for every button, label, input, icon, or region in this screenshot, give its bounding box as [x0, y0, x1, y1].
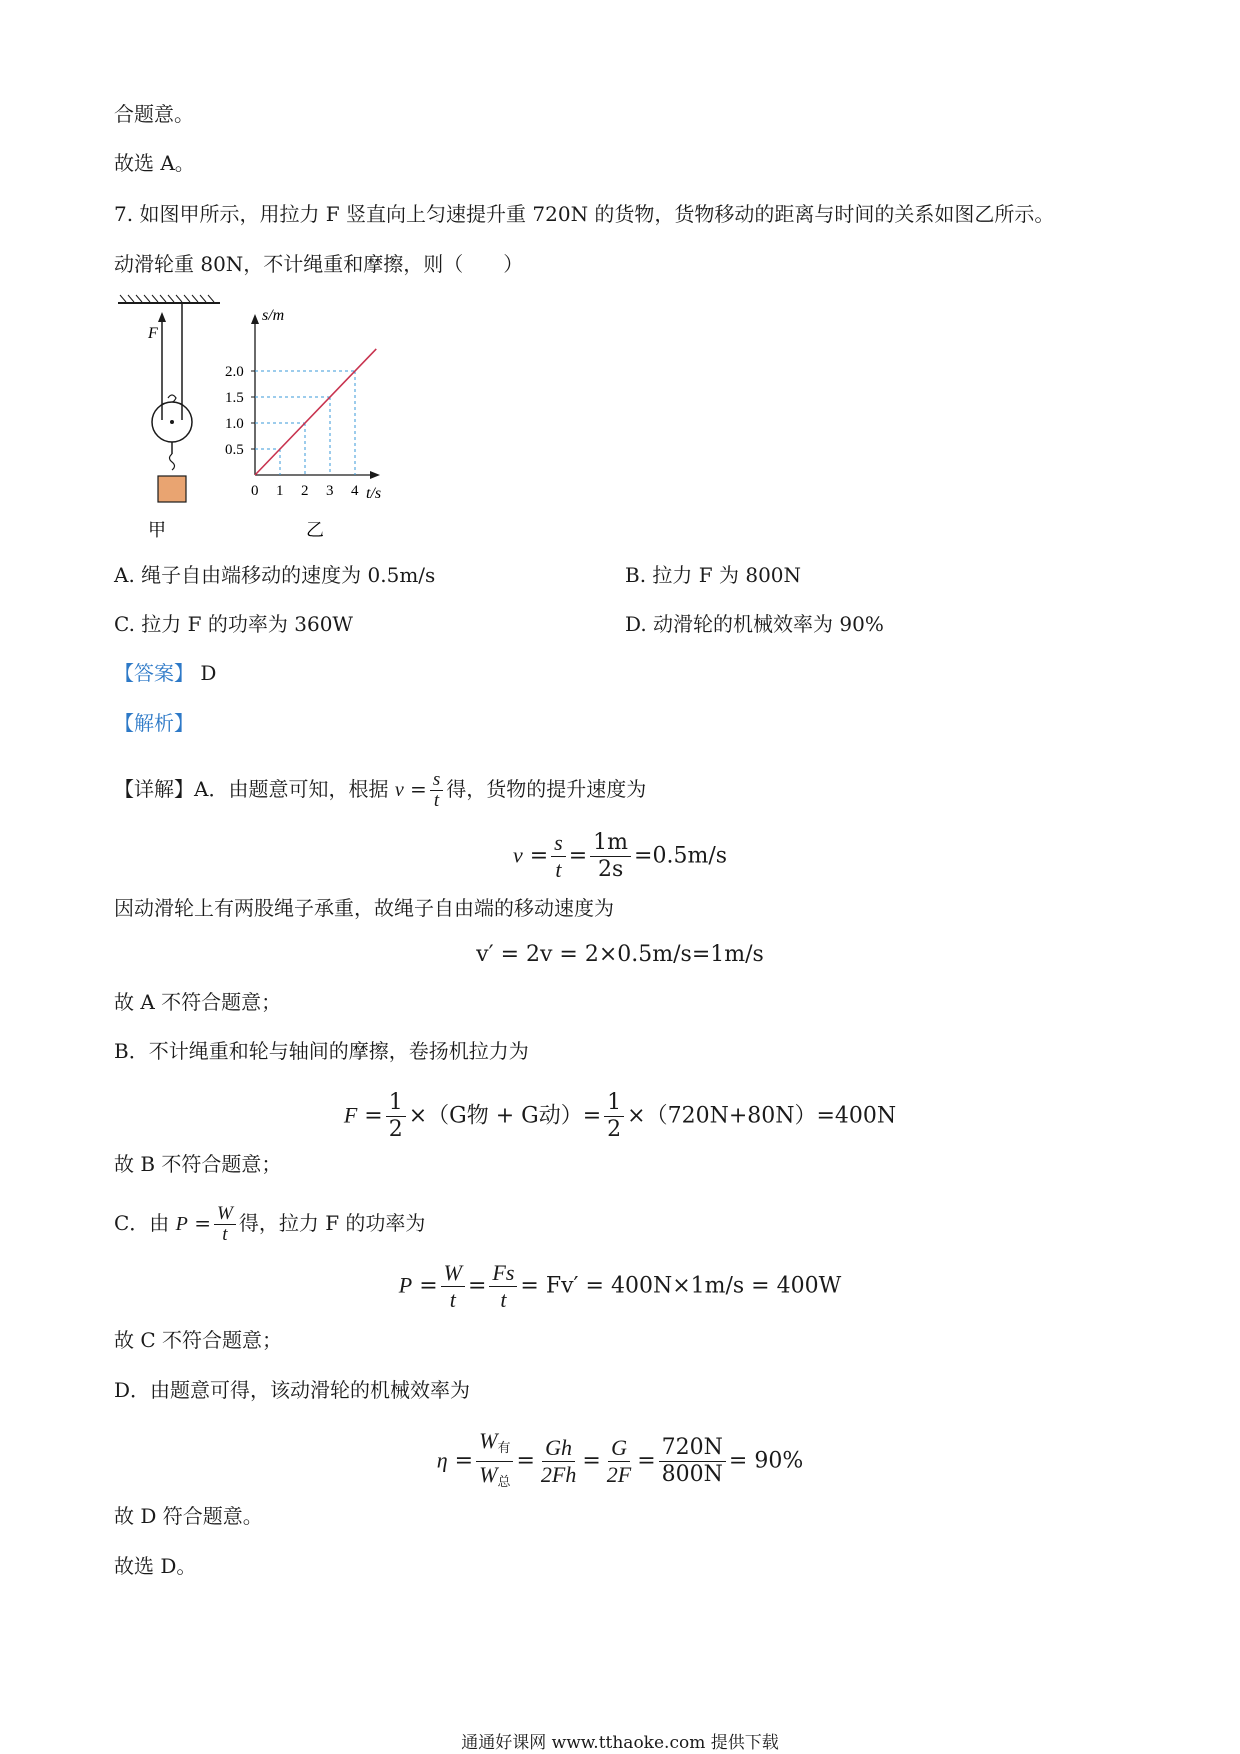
option-b[interactable]: B. 拉力 F 为 800N	[625, 563, 802, 587]
y-tick-label: 2.0	[225, 364, 244, 380]
answer-line	[114, 659, 216, 687]
analysis-tag: 【解析】	[114, 711, 194, 735]
x-tick-label: 3	[326, 483, 334, 499]
question-number: 7.	[114, 202, 134, 226]
conclusion-c: 故 C 不符合题意；	[114, 1328, 283, 1352]
equation-3: F = $\frac{1}{2}$ ×（G物 + G动）= $\frac{1}{2}$ ×（720N+80N）=400N	[343, 1090, 897, 1142]
detail-c-intro: C．由 P = $\frac{W}{t}$ 得，拉力 F 的功率为	[114, 1203, 426, 1245]
eq4-end: = Fv′ = 400N×1m/s = 400W	[520, 1273, 842, 1299]
s-t-chart	[225, 307, 381, 502]
cargo-block	[158, 476, 186, 502]
y-tick-label: 1.0	[225, 416, 244, 432]
final-answer: 故选 D。	[114, 1554, 197, 1578]
detail-tag: 【详解】	[114, 777, 194, 801]
conclusion-a: 故 A 不符合题意；	[114, 990, 282, 1014]
prev-line-1: 合题意。	[114, 102, 194, 126]
conclusion-b: 故 B 不符合题意；	[114, 1152, 282, 1176]
detail-a-intro: 【详解】A．由题意可知，根据 v = $\frac{s}{t}$ 得，货物的提升速度为	[114, 769, 647, 811]
question-text-1: 如图甲所示，用拉力 F 竖直向上匀速提升重 720N 的货物，货物移动的距离与时间的关系如图乙所示。	[139, 202, 1055, 226]
question-stem-1	[114, 200, 1054, 228]
analysis-line	[114, 709, 194, 737]
detail-c-text: C．由	[114, 1211, 170, 1235]
equation-1: v = $\frac{s}{t}$ = $\frac{1m}{2s}$ =0.5m/s	[512, 830, 728, 882]
eq3-mid: ×（G物 + G动）=	[408, 1103, 602, 1129]
equation-4: P = $\frac{W}{t}$ = $\frac{Fs}{t}$ = Fv′ = 400N×1m/s = 400W	[398, 1260, 842, 1312]
question-stem-2: 动滑轮重 80N，不计绳重和摩擦，则（ ）	[114, 252, 524, 276]
detail-a-after: 得，货物的提升速度为	[446, 777, 647, 801]
y-tick-label: 0.5	[225, 442, 244, 458]
figure-label-left: 甲	[148, 520, 166, 540]
detail-c-after: 得，拉力 F 的功率为	[238, 1211, 426, 1235]
eq5-end: = 90%	[728, 1448, 804, 1474]
x-tick-label: 2	[301, 483, 309, 499]
answer-tag: 【答案】	[114, 661, 194, 685]
detail-a-text: A．由题意可知，根据	[194, 777, 389, 801]
conclusion-d: 故 D 符合题意。	[114, 1504, 263, 1528]
equation-2: v′ = 2v = 2×0.5m/s=1m/s	[476, 942, 764, 967]
y-tick-label: 1.5	[225, 390, 244, 406]
detail-b-intro: B．不计绳重和轮与轴间的摩擦，卷扬机拉力为	[114, 1039, 529, 1063]
x-axis-label: t/s	[366, 485, 382, 502]
prev-line-2: 故选 A。	[114, 151, 195, 175]
series-line	[255, 349, 376, 475]
equation-5: η = $\frac{W_有}{W_总}$ = $\frac{Gh}{2Fh}$ = $\frac{G}{2F}$ = $\frac{720N}{800N}$ = 90%	[436, 1428, 804, 1489]
footer: 通通好课网 www.tthaoke.com 提供下载	[461, 1733, 779, 1753]
eq3-end: ×（720N+80N）=400N	[627, 1103, 897, 1129]
force-label: F	[148, 325, 158, 342]
x-tick-label: 1	[276, 483, 284, 499]
question-figure	[110, 290, 450, 550]
option-c[interactable]: C. 拉力 F 的功率为 360W	[114, 612, 353, 636]
option-a[interactable]: A. 绳子自由端移动的速度为 0.5m/s	[114, 563, 436, 587]
reason-a: 因动滑轮上有两股绳子承重，故绳子自由端的移动速度为	[114, 896, 614, 920]
figure-label-right: 乙	[306, 520, 324, 540]
y-axis-label: s/m	[262, 307, 285, 324]
eq1-rhs: =0.5m/s	[634, 843, 728, 869]
x-tick-label: 4	[351, 483, 359, 499]
detail-d-intro: D．由题意可得，该动滑轮的机械效率为	[114, 1378, 471, 1402]
x-tick-label: 0	[251, 483, 259, 499]
answer-value: D	[200, 661, 217, 685]
option-d[interactable]: D. 动滑轮的机械效率为 90%	[625, 612, 884, 636]
